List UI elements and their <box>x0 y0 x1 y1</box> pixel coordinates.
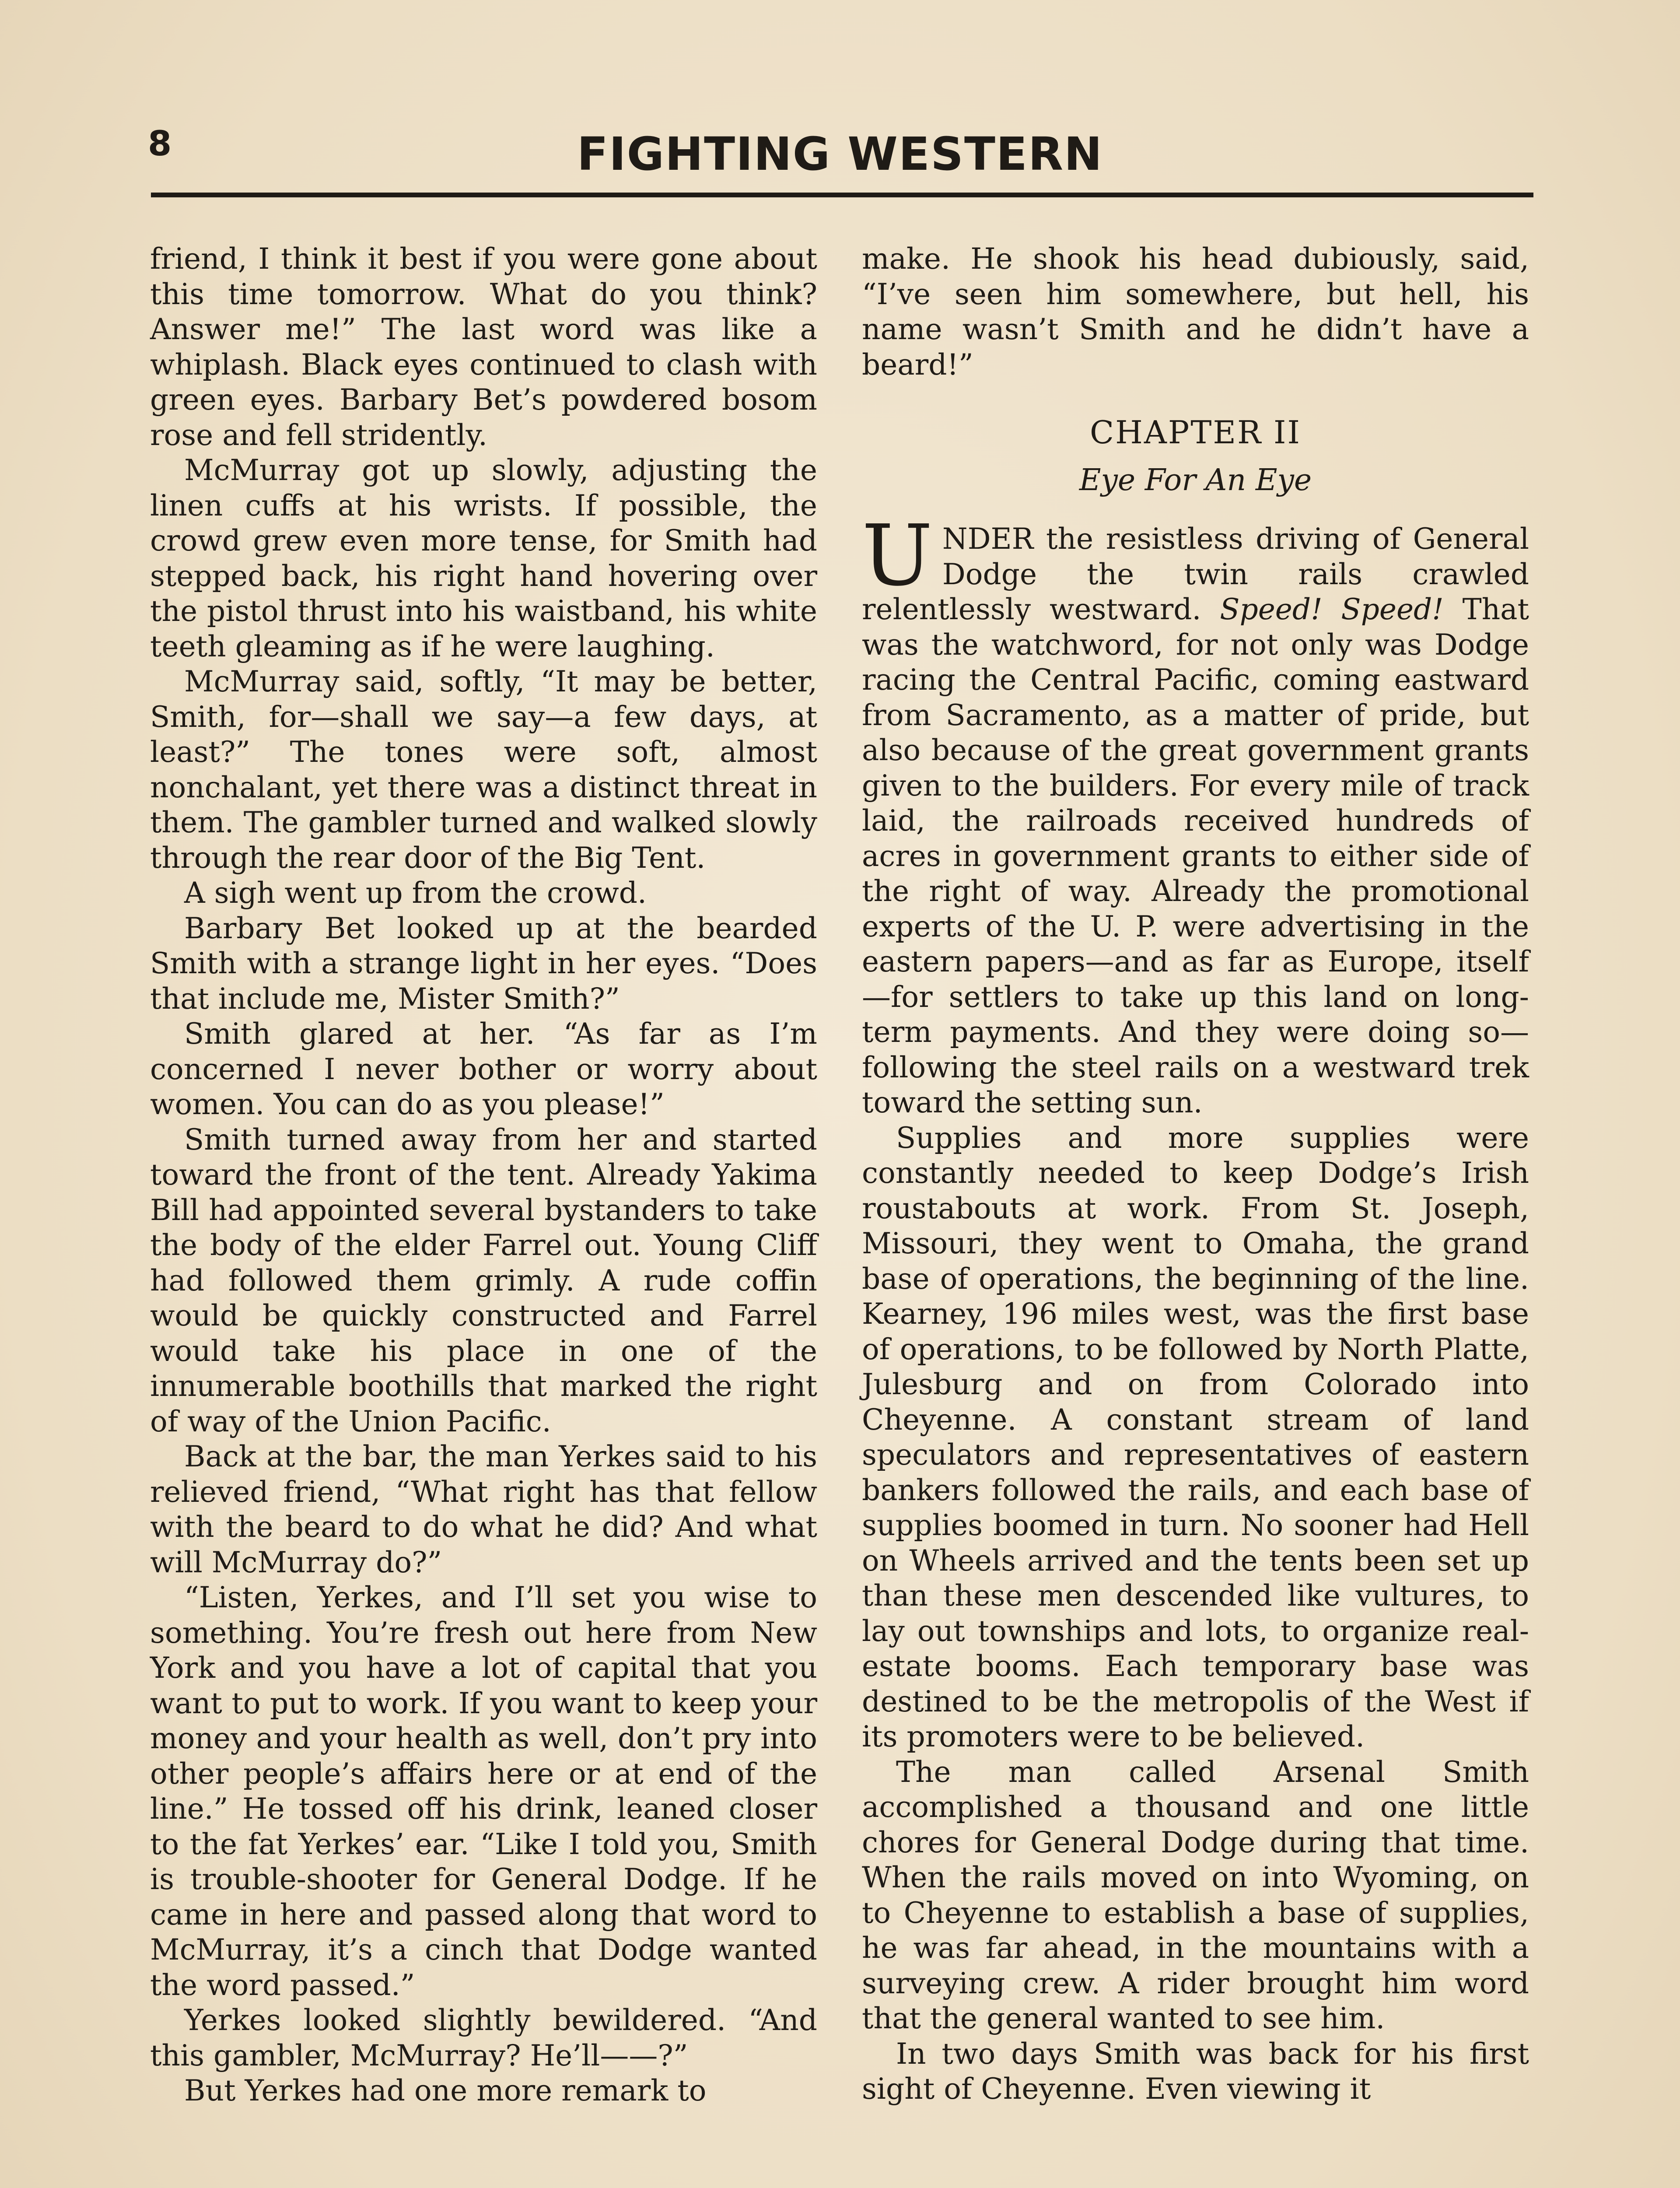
paragraph: McMurray got up slowly, adjusting the linen cuffs at his wrists. If possible, the crowd grew even more tense, for Smith had stepped back, his right hand hovering over the pistol thrust into his waistband, his white teeth gleaming as if he were laughing. <box>150 453 817 663</box>
paragraph: Smith glared at her. “As far as I’m concerned I never bother or worry about women. You can do as you please!” <box>150 1017 817 1121</box>
chapter-opening-paragraph <box>862 507 1529 1121</box>
paragraph: Supplies and more supplies were constantly needed to keep Dodge’s Irish roustabouts at work. From St. Joseph, Missouri, they went to Omaha, the grand base of operations, the beginning of the line. Kearney, 196 miles west, was the first base of operations, to be followed by North Platte, Julesburg and on from Colorado into Cheyenne. A constant stream of land speculators and representatives of eastern bankers followed the rails, and each base of supplies boomed in turn. No sooner had Hell on Wheels arrived and the tents been set up than these men descended like vultures, to lay out townships and lots, to organize real-estate booms. Each temporary base was destined to be the metropolis of the West if its promoters were to be believed. <box>862 1121 1529 1753</box>
paragraph: A sigh went up from the crowd. <box>184 876 647 910</box>
paragraph: But Yerkes had one more remark to <box>184 2074 707 2107</box>
drop-cap: U <box>862 507 933 605</box>
opening-text: NDER the resistless driving of General Dodge the twin rails crawled relentlessly westward. <box>862 522 1529 626</box>
continued-paragraph: make. He shook his head dubiously, said, “I’ve seen him somewhere, but hell, his name wasn’t Smith and he didn’t have a beard!” <box>862 242 1529 382</box>
header-rule <box>151 193 1533 197</box>
paragraph: friend, I think it best if you were gone about this time tomorrow. What do you think? Answer me!” The last word was like a whiplash. Black eyes continued to clash with green eyes. Barbary Bet’s powdered bosom rose and fell stridently. <box>150 242 817 452</box>
paragraph: Back at the bar, the man Yerkes said to his relieved friend, “What right has that fellow with the beard to do what he did? And what will McMurray do?” <box>150 1440 817 1579</box>
paragraph: “Listen, Yerkes, and I’ll set you wise to something. You’re fresh out here from New York and you have a lot of capital that you want to put to work. If you want to keep your money and your health as well, don’t pry into other people’s affairs here or at end of the line.” He tossed off his drink, leaned closer to the fat Yerkes’ ear. “Like I told you, Smith is trouble-shooter for General Dodge. If he came in here and passed along that word to McMurray, it’s a cinch that Dodge wanted the word passed.” <box>150 1581 817 2002</box>
paragraph: Smith turned away from her and started toward the front of the tent. Already Yakima Bill had appointed several bystanders to take the body of the elder Farrel out. Young Cliff had followed them grimly. A rude coffin would be quickly constructed and Farrel would take his place in one of the innumerable boothills that marked the right of way of the Union Pacific. <box>150 1122 817 1438</box>
chapter-heading: CHAPTER II <box>1090 414 1301 451</box>
paragraph: Yerkes looked slightly bewildered. “And this gambler, McMurray? He’ll——?” <box>150 2003 817 2072</box>
opening-text-continued: That was the watchword, for not only was Dodge racing the Central Pacific, coming eastward from Sacramento, as a matter of pride, but also because of the great government grants given to the builders. For every mile of track laid, the railroads received hundreds of acres in government grants to either side of the right of way. Already the promotional experts of the U. P. were advertising in the eastern papers—and as far as Europe, itself—for settlers to take up this land on long-term payments. And they were doing so—following the steel rails on a westward trek toward the setting sun. <box>862 593 1529 1119</box>
paragraph: Barbary Bet looked up at the bearded Smith with a strange light in her eyes. “Does that include me, Mister Smith?” <box>150 911 817 1016</box>
paragraph: McMurray said, softly, “It may be better, Smith, for—shall we say—a few days, at least?” The tones were soft, almost nonchalant, yet there was a distinct threat in them. The gambler turned and walked slowly through the rear door of the Big Tent. <box>150 665 817 875</box>
opening-emphasis: Speed! Speed! <box>1220 593 1444 626</box>
page-number: 8 <box>148 124 172 164</box>
left-column <box>150 242 817 2109</box>
paragraph: In two days Smith was back for his first sight of Cheyenne. Even viewing it <box>862 2037 1529 2106</box>
chapter-subtitle: Eye For An Eye <box>1079 463 1312 498</box>
paragraph: The man called Arsenal Smith accomplished a thousand and one little chores for General Dodge during that time. When the rails moved on into Wyoming, on to Cheyenne to establish a base of supplies, he was far ahead, in the mountains with a surveying crew. A rider brought him word that the general wanted to see him. <box>862 1755 1529 2035</box>
running-title: FIGHTING WESTERN <box>577 127 1103 181</box>
right-column <box>862 242 1529 2107</box>
